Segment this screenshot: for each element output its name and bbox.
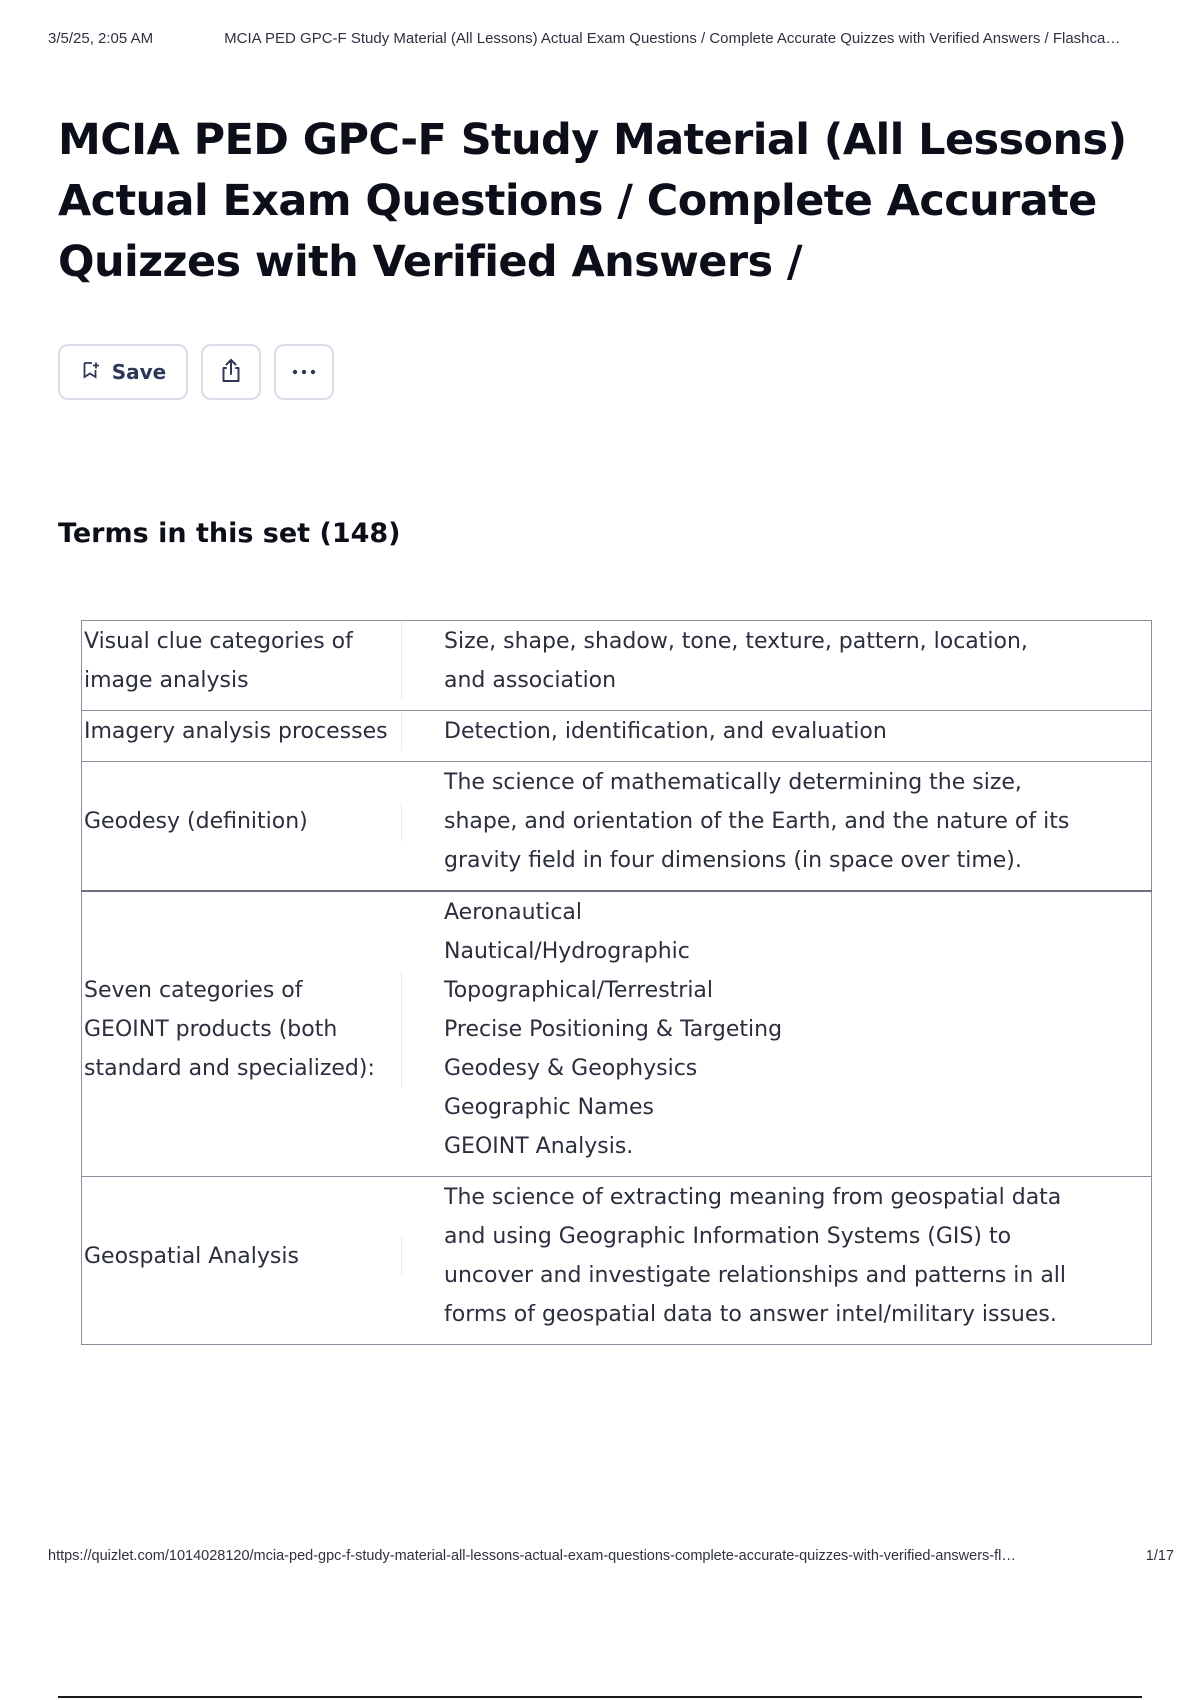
print-document-title: MCIA PED GPC-F Study Material (All Lessons) Actual Exam Questions / Complete Accurate Quizzes with Verified Answers / Flashca…	[224, 30, 1121, 47]
definition-text: Size, shape, shadow, tone, texture, pattern, location, and association	[444, 629, 1028, 693]
term-cell	[82, 1177, 413, 1345]
term-row	[82, 711, 1152, 762]
definition-text: The science of mathematically determining the size, shape, and orientation of the Earth, and the nature of its gravity field in four dimensions (in space over time).	[444, 770, 1070, 873]
term-text: Geospatial Analysis	[84, 1237, 402, 1276]
page-number: 1/17	[1145, 1548, 1174, 1564]
term-text: Visual clue categories of image analysis	[84, 622, 402, 700]
term-cell	[82, 711, 413, 762]
print-date: 3/5/25, 2:05 AM	[48, 30, 154, 47]
save-bookmark-icon	[80, 360, 100, 385]
definition-line: GEOINT Analysis.	[444, 1134, 634, 1159]
definition-line: Geodesy & Geophysics	[444, 1056, 698, 1081]
definition-line: Precise Positioning & Targeting	[444, 1017, 783, 1042]
definition-line: Nautical/Hydrographic	[444, 939, 690, 964]
term-cell	[82, 762, 413, 892]
page-divider	[58, 1696, 1142, 1698]
term-text: Imagery analysis processes	[84, 712, 402, 751]
term-row	[82, 1177, 1152, 1345]
set-title-line: MCIA PED GPC-F Study Material (All Lessons)	[58, 115, 1127, 165]
term-text: Geodesy (definition)	[84, 802, 402, 841]
print-header	[48, 30, 1186, 47]
share-icon	[216, 356, 246, 389]
share-button[interactable]	[201, 344, 261, 400]
definition-cell	[412, 1177, 1152, 1345]
definition-cell	[412, 762, 1152, 892]
terms-heading: Terms in this set (148)	[58, 518, 401, 549]
set-title	[58, 110, 1138, 293]
definition-cell	[412, 891, 1152, 1177]
set-toolbar	[58, 344, 334, 400]
save-button[interactable]	[58, 344, 188, 400]
definition-cell	[412, 711, 1152, 762]
definition-line: Geographic Names	[444, 1095, 655, 1120]
set-title-line: Quizzes with Verified Answers /	[58, 237, 802, 287]
definition-cell	[412, 621, 1152, 711]
set-title-line: Actual Exam Questions / Complete Accurate	[58, 176, 1097, 226]
more-options-icon	[289, 365, 319, 380]
definition-text: Detection, identification, and evaluation	[444, 719, 887, 744]
term-cell	[82, 891, 413, 1177]
term-cell	[82, 621, 413, 711]
definition-line: Topographical/Terrestrial	[444, 978, 714, 1003]
terms-table	[81, 620, 1152, 1345]
term-row	[82, 891, 1152, 1177]
term-text: Seven categories of GEOINT products (both standard and specialized):	[84, 971, 402, 1088]
more-options-button[interactable]	[274, 344, 334, 400]
definition-text: The science of extracting meaning from geospatial data and using Geographic Information Systems (GIS) to uncover and investigate relationships and patterns in all forms of geospatial data to answer intel/military issues.	[444, 1185, 1067, 1327]
save-button-label: Save	[111, 360, 167, 384]
term-row	[82, 621, 1152, 711]
print-footer	[48, 1548, 1186, 1568]
term-row	[82, 762, 1152, 892]
definition-line: Aeronautical	[444, 900, 583, 925]
print-url: https://quizlet.com/1014028120/mcia-ped-gpc-f-study-material-all-lessons-actual-exam-questions-complete-accurate-quizzes-with-verified-answers-fl…	[48, 1548, 1016, 1564]
